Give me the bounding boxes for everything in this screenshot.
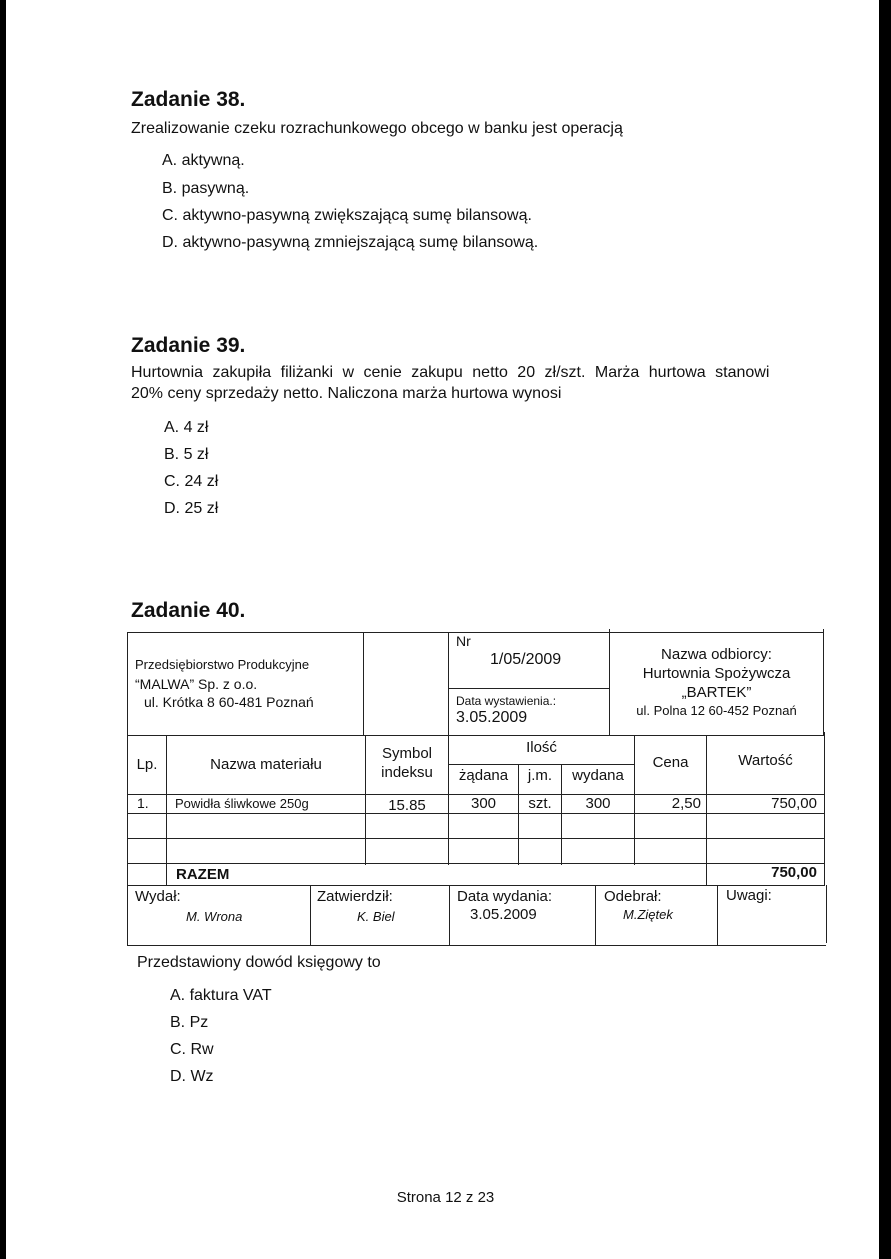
row-material: Powidła śliwkowe 250g bbox=[175, 796, 309, 811]
row-value: 750,00 bbox=[771, 795, 817, 812]
row-lp: 1. bbox=[137, 795, 149, 811]
q39-title: Zadanie 39. bbox=[131, 334, 246, 357]
recipient-address: ul. Polna 12 60-452 Poznań bbox=[636, 703, 797, 718]
issued-by-label: Wydał: bbox=[135, 888, 181, 905]
document-number: 1/05/2009 bbox=[490, 651, 562, 668]
issue-date-footer-value: 3.05.2009 bbox=[470, 906, 537, 923]
notes-label: Uwagi: bbox=[726, 887, 772, 904]
q40-title: Zadanie 40. bbox=[131, 599, 246, 622]
issue-date-footer-label: Data wydania: bbox=[457, 888, 553, 905]
row-requested: 300 bbox=[470, 795, 497, 812]
q39-option-d: D. 25 zł bbox=[164, 500, 219, 517]
issue-date-value: 3.05.2009 bbox=[456, 709, 528, 726]
q38-option-a: A. aktywną. bbox=[162, 152, 245, 169]
q40-option-a: A. faktura VAT bbox=[170, 987, 272, 1004]
q38-option-c: C. aktywno-pasywną zwiększającą sumę bilansową. bbox=[162, 207, 532, 224]
issued-by-name: M. Wrona bbox=[186, 909, 243, 924]
issuer-company: “MALWA” Sp. z o.o. bbox=[135, 676, 258, 692]
q40-option-c: C. Rw bbox=[170, 1041, 214, 1058]
recipient-label: Nazwa odbiorcy: bbox=[661, 646, 772, 663]
header-lp: Lp. bbox=[136, 756, 158, 773]
header-material: Nazwa materiału bbox=[210, 756, 322, 773]
header-price: Cena bbox=[652, 754, 689, 771]
header-quantity: Ilość bbox=[526, 739, 557, 756]
header-requested: żądana bbox=[458, 767, 509, 784]
q38-option-d: D. aktywno-pasywną zmniejszającą sumę bilansową. bbox=[162, 234, 539, 251]
q38-title: Zadanie 38. bbox=[131, 88, 246, 111]
q40-question: Przedstawiony dowód księgowy to bbox=[137, 954, 381, 971]
row-issued: 300 bbox=[585, 795, 611, 812]
header-unit: j.m. bbox=[527, 767, 553, 784]
q38-question: Zrealizowanie czeku rozrachunkowego obcego w banku jest operacją bbox=[131, 120, 623, 137]
page-number: Strona 12 z 23 bbox=[396, 1189, 495, 1206]
scan-edge-left bbox=[0, 0, 6, 1259]
received-by-label: Odebrał: bbox=[604, 888, 662, 905]
q38-option-b: B. pasywną. bbox=[162, 180, 250, 197]
header-value: Wartość bbox=[738, 752, 793, 769]
q40-option-d: D. Wz bbox=[170, 1068, 214, 1085]
q39-question-line2: 20% ceny sprzedaży netto. Naliczona marża hurtowa wynosi bbox=[131, 385, 562, 402]
row-price: 2,50 bbox=[671, 795, 701, 812]
header-issued: wydana bbox=[572, 767, 624, 784]
approved-by-name: K. Biel bbox=[357, 909, 395, 924]
q39-option-c: C. 24 zł bbox=[164, 473, 219, 490]
issue-date-label: Data wystawienia.: bbox=[456, 694, 557, 708]
q39-question-text: Hurtownia zakupiła filiżanki w cenie zakupu netto 20 zł/szt. Marża hurtowa stanowi bbox=[131, 364, 770, 381]
row-symbol: 15.85 bbox=[388, 797, 426, 814]
q39-option-b: B. 5 zł bbox=[164, 446, 209, 463]
recipient-name: Hurtownia Spożywcza bbox=[642, 665, 791, 682]
row-unit: szt. bbox=[528, 795, 552, 812]
q39-option-a: A. 4 zł bbox=[164, 419, 209, 436]
header-symbol-line2: indeksu bbox=[381, 764, 433, 781]
q40-option-b: B. Pz bbox=[170, 1014, 209, 1031]
recipient-brand: „BARTEK” bbox=[681, 684, 752, 701]
total-value: 750,00 bbox=[771, 864, 817, 881]
total-label: RAZEM bbox=[176, 866, 230, 883]
nr-label: Nr bbox=[456, 633, 471, 649]
header-symbol-line1: Symbol bbox=[381, 745, 433, 762]
received-by-name: M.Ziętek bbox=[623, 907, 673, 922]
approved-by-label: Zatwierdził: bbox=[317, 888, 393, 905]
q39-question-line1 bbox=[131, 364, 815, 382]
issuer-address: ul. Krótka 8 60-481 Poznań bbox=[144, 694, 314, 710]
scan-edge-right bbox=[879, 0, 891, 1259]
issuer-name: Przedsiębiorstwo Produkcyjne bbox=[135, 657, 310, 672]
